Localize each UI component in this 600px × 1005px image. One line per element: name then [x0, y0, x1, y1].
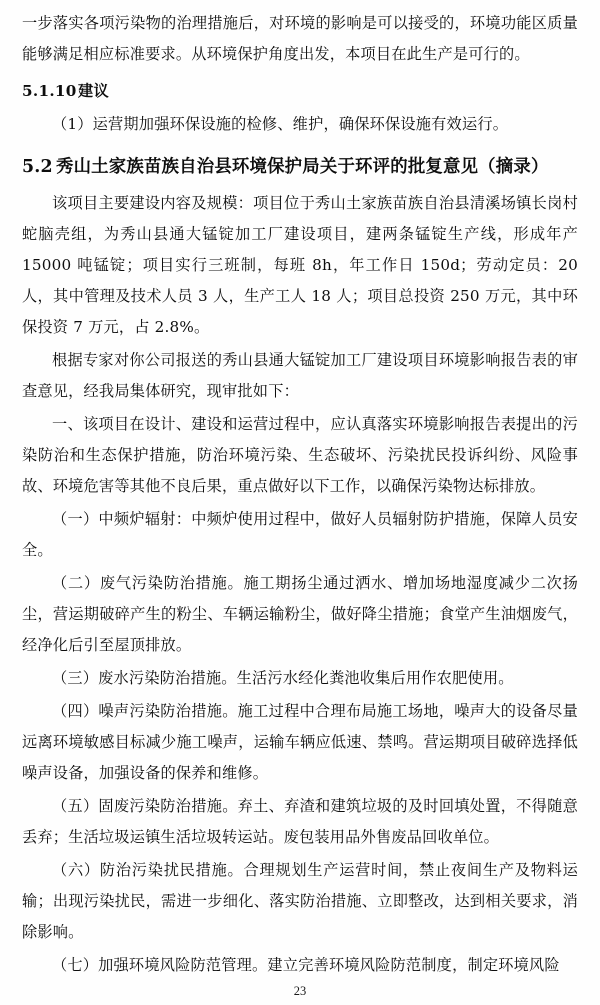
paragraph: （四）噪声污染防治措施。施工过程中合理布局施工场地，噪声大的设备尽量远离环境敏感目标减少施工噪声，运输车辆应低速、禁鸣。营运期项目破碎选择低噪声设备，加强设备的保养和维修。 [22, 702, 578, 782]
page-number: 23 [293, 984, 307, 998]
paragraph: （五）固废污染防治措施。弃土、弃渣和建筑垃圾的及时回填处置，不得随意丢弃；生活垃圾运镇生活垃圾转运站。废包装用品外售废品回收单位。 [22, 797, 578, 846]
section-title: 建议 [78, 82, 109, 100]
paragraph: （一）中频炉辐射：中频炉使用过程中，做好人员辐射防护措施，保障人员安全。 [22, 510, 578, 559]
paragraph: 该项目主要建设内容及规模：项目位于秀山土家族苗族自治县清溪场镇长岗村蛇脑壳组，为秀山县通大锰锭加工厂建设项目，建两条锰锭生产线，形成年产 15000 吨锰锭；项目实行三班制，每班 8h，年工作日 150d；劳动定员：20 人，其中管理及技术人员 3 人，生产工人 18 人；项目总投资 250 万元，其中环保投资 7 万元，占 2.8%。 [22, 194, 578, 336]
section-number: 5.1.10 [22, 82, 77, 100]
section-heading-5-2 [22, 150, 578, 184]
paragraph: （1）运营期加强环保设施的检修、维护，确保环保设施有效运行。 [52, 115, 509, 133]
paragraph: 一、该项目在设计、建设和运营过程中，应认真落实环境影响报告表提出的污染防治和生态保护措施，防治环境污染、生态破坏、污染扰民投诉纠纷、风险事故、环境危害等其他不良后果，重点做好以下工作，以确保污染物达标排放。 [22, 415, 578, 495]
section-title: 秀山土家族苗族自治县环境保护局关于环评的批复意见（摘录） [56, 157, 549, 177]
paragraph: 根据专家对你公司报送的秀山县通大锰锭加工厂建设项目环境影响报告表的审查意见，经我局集体研究，现审批如下： [22, 351, 578, 400]
paragraph: （二）废气污染防治措施。施工期扬尘通过洒水、增加场地湿度减少二次扬尘，营运期破碎产生的粉尘、车辆运输粉尘，做好降尘措施；食堂产生油烟废气，经净化后引至屋顶排放。 [22, 574, 578, 654]
section-heading-5-1-10 [22, 76, 578, 107]
paragraph: （七）加强环境风险防范管理。建立完善环境风险防范制度，制定环境风险 [52, 956, 560, 974]
paragraph: （六）防治污染扰民措施。合理规划生产运营时间，禁止夜间生产及物料运输；出现污染扰民，需进一步细化、落实防治措施、立即整改，达到相关要求，消除影响。 [22, 861, 578, 941]
paragraph: 一步落实各项污染物的治理措施后，对环境的影响是可以接受的，环境功能区质量能够满足相应标准要求。从环境保护角度出发，本项目在此生产是可行的。 [22, 14, 578, 63]
section-number: 5.2 [22, 157, 53, 177]
paragraph: （三）废水污染防治措施。生活污水经化粪池收集后用作农肥使用。 [52, 669, 514, 687]
